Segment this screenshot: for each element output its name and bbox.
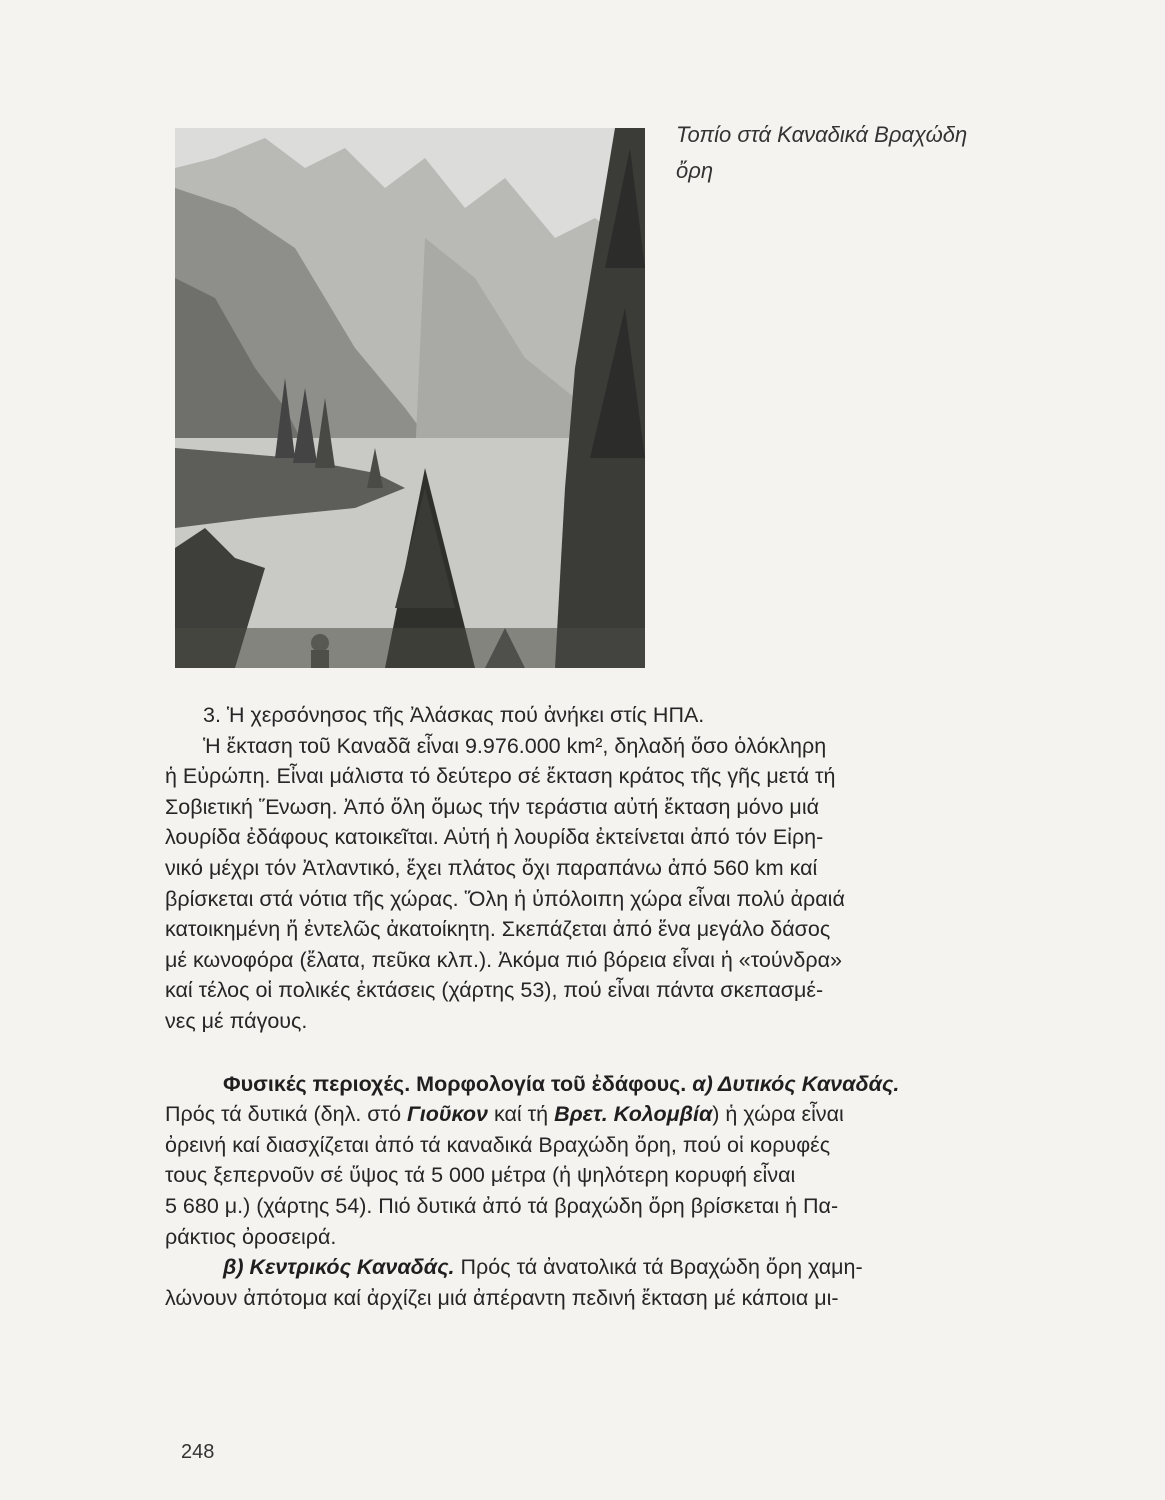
text-fragment: Πρός τά δυτικά (δηλ. στό: [165, 1102, 408, 1127]
text-fragment: Πρός τά ἀνατολικά τά Βραχώδη ὄρη χαμη-: [454, 1255, 863, 1280]
section-heading-line: [165, 1069, 1033, 1100]
text-line: Ἡ ἔκταση τοῦ Καναδᾶ εἶναι 9.976.000 km², δηλαδή ὅσο ὁλόκληρη: [203, 733, 827, 758]
text-line: κατοικημένη ἤ ἐντελῶς ἀκατοίκητη. Σκεπάζεται ἀπό ἕνα μεγάλο δάσος: [165, 917, 831, 942]
place-term-yukon: Γιοῦκον: [407, 1102, 488, 1127]
subsection-b-heading: β) Κεντρικός Καναδάς.: [223, 1255, 455, 1280]
main-text: [165, 700, 1033, 1313]
photo-caption: [676, 117, 1016, 189]
place-term-bc: Βρετ. Κολομβία: [554, 1102, 713, 1127]
mountain-lake-illustration: [175, 128, 645, 668]
text-line: τους ξεπερνοῦν σέ ὕψος τά 5 000 μέτρα (ἡ ψηλότερη κορυφή εἶναι: [165, 1163, 796, 1188]
subsection-a-heading: α) Δυτικός Καναδάς.: [692, 1071, 900, 1096]
landscape-photo: [175, 128, 645, 668]
text-line: μέ κωνοφόρα (ἔλατα, πεῦκα κλπ.). Ἀκόμα πιό βόρεια εἶναι ἡ «τούνδρα»: [165, 947, 842, 972]
text-line: βρίσκεται στά νότια τῆς χώρας. Ὅλη ἡ ὑπόλοιπη χώρα εἶναι πολύ ἀραιά: [165, 886, 845, 911]
text-line: νες μέ πάγους.: [165, 1008, 308, 1033]
text-line: λουρίδα ἐδάφους κατοικεῖται. Αὐτή ἡ λουρίδα ἐκτείνεται ἀπό τόν Εἰρη-: [165, 825, 824, 850]
text-fragment: καί τή: [488, 1102, 555, 1127]
paragraph-gap: [165, 1037, 1033, 1069]
page-number: 248: [181, 1441, 215, 1463]
text-line: ὀρεινή καί διασχίζεται ἀπό τά καναδικά Βραχώδη ὄρη, πού οἱ κορυφές: [165, 1132, 831, 1157]
text-line: Σοβιετική Ἕνωση. Ἀπό ὅλη ὅμως τήν τεράστια αὐτή ἔκταση μόνο μιά: [165, 794, 820, 819]
text-line: ἡ Εὐρώπη. Εἶναι μάλιστα τό δεύτερο σέ ἔκταση κράτος τῆς γῆς μετά τή: [165, 764, 836, 789]
text-line: νικό μέχρι τόν Ἀτλαντικό, ἔχει πλάτος ὄχι παραπάνω ἀπό 560 km καί: [165, 855, 818, 880]
caption-line: ὄρη: [676, 158, 714, 183]
text-fragment: ) ἡ χώρα εἶναι: [712, 1102, 844, 1127]
text-line: [165, 1252, 1033, 1283]
text-line: 5 680 μ.) (χάρτης 54). Πιό δυτικά ἀπό τά βραχώδη ὄρη βρίσκεται ἡ Πα-: [165, 1193, 839, 1218]
text-line: λώνουν ἀπότομα καί ἀρχίζει μιά ἀπέραντη πεδινή ἔκταση μέ κάποια μι-: [165, 1285, 839, 1310]
text-line: ράκτιος ὀροσειρά.: [165, 1224, 337, 1249]
text-line: [165, 1099, 1033, 1130]
text-line: καί τέλος οἱ πολικές ἐκτάσεις (χάρτης 53), πού εἶναι πάντα σκεπασμέ-: [165, 978, 824, 1003]
text-line: 3. Ἡ χερσόνησος τῆς Ἀλάσκας πού ἀνήκει στίς ΗΠΑ.: [203, 703, 705, 727]
caption-line: Τοπίο στά Καναδικά Βραχώδη: [676, 122, 968, 147]
section-heading: Φυσικές περιοχές. Μορφολογία τοῦ ἐδάφους.: [223, 1071, 687, 1096]
